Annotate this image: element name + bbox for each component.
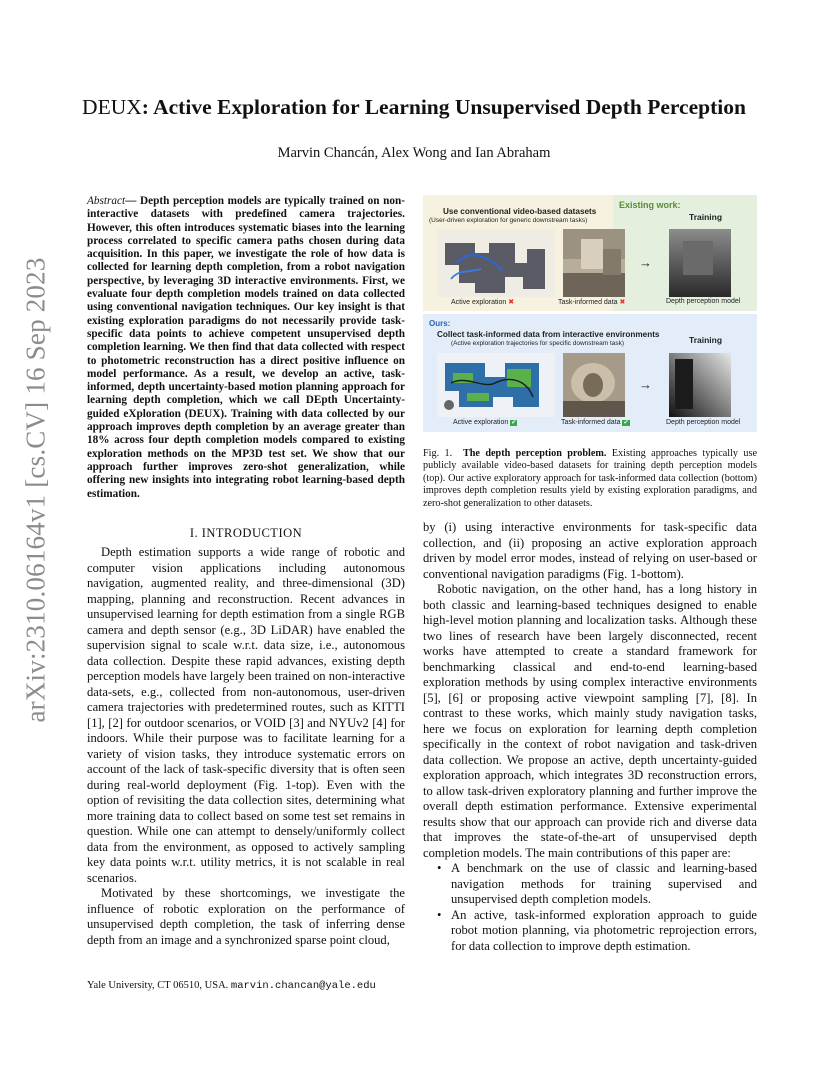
abstract-label: Abstract bbox=[87, 195, 126, 207]
figure-bottom-heading: Collect task-informed data from interactive environments bbox=[437, 330, 660, 339]
label-active-exploration-bottom: Active exploration ✔ bbox=[453, 419, 517, 426]
arxiv-sidebar bbox=[18, 257, 54, 723]
list-item: • An active, task-informed exploration approach to guide robot motion planning, via photometric reprojection errors, for data collection to improve depth estimation. bbox=[423, 908, 757, 955]
label-task-data-bottom: Task-informed data ✔ bbox=[561, 419, 629, 426]
contributions-list bbox=[423, 861, 757, 954]
arrow-icon: → bbox=[639, 377, 652, 392]
left-column bbox=[87, 545, 405, 948]
footnote-email[interactable]: marvin.chancan@yale.edu bbox=[230, 980, 376, 992]
cross-icon: ✖ bbox=[619, 299, 626, 306]
section-heading: I. INTRODUCTION bbox=[189, 526, 303, 540]
cross-icon: ✖ bbox=[508, 299, 515, 306]
authors: Marvin Chancán, Alex Wong and Ian Abraham bbox=[277, 145, 551, 161]
list-item: • A benchmark on the use of classic and learning-based navigation methods for training supervised and unsupervised depth completion models. bbox=[423, 861, 757, 908]
figure-top-sub: (User-driven exploration for generic downstream tasks) bbox=[429, 217, 588, 224]
check-icon: ✔ bbox=[511, 420, 517, 426]
title-prefix: DEUX bbox=[82, 95, 142, 119]
ours-label: Ours: bbox=[429, 319, 451, 328]
paragraph: Robotic navigation, on the other hand, has a long history in both classic and learning-based techniques designed to enable high-level motion planning and localization tasks. Although these two lines of research have been largely disconnected, recent works have attempted to create a standard framework for benchmarking classical and end-to-end learning-based exploration methods by using complex interactive environments [5], [6] or proposing active viewpoint sampling [7], [8]. In contrast to these works, which mainly study navigation tasks, here we focus on exploration for learning depth completion specifically in the context of robot navigation and task-driven data collection. We propose an active, depth uncertainty-guided exploration approach, which integrates 3D reconstruction errors, to allow task-driven exploratory planning and further improve the overall depth estimation performance. Extensive experimental results show that our approach can provide rich and diverse data that improves the state-of-the-art of unsupervised depth completion models. The main contributions of this paper are: bbox=[423, 582, 757, 860]
arrow-icon: → bbox=[639, 255, 652, 270]
figure-bottom-sub: (Active exploration trajectories for specific downstream task) bbox=[451, 340, 625, 347]
paragraph: by (i) using interactive environments for task-specific data collection, and (ii) proposing an active exploration approach driven by model error modes, instead of relying on user-based or conventional navigation paradigms (Fig. 1-bottom). bbox=[423, 520, 757, 581]
right-column bbox=[423, 520, 757, 954]
label-depth-model-bottom: Depth perception model bbox=[666, 419, 741, 426]
paragraph: Depth estimation supports a wide range of robotic and computer vision applications including autonomous navigation, augmented reality, and three-dimensional (3D) mapping, planning and reconstruction. Recent advances in unsupervised learning for depth estimation from a single RGB camera and depth sensor (e.g., 3D LiDAR) have enabled the supervision signal to scale w.r.t. data size, i.e., autonomous data collection. Despite these rapid advances, existing depth perception models have largely been trained on non-interactive data-sets, e.g., collected from non-autonomous, user-driven camera trajectories with predetermined routes, such as KITTI [1], [2] for outdoor scenarios, or VOID [3] and NYUv2 [4] for indoors. While their purpose was to facilitate learning for a variety of vision tasks, they introduce systematic errors on account of the lack of task-specific diversity that is often seen during real-world deployment (Fig. 1-top). Even with the option of revisiting the data collection sites, determining what more training data to collect based on some test set remains in question. While one can attempt to densely/uniformly collect data from the environment, as opposed to actively sampling key data points w.r.t. utility metrics, it is not scalable in real scenarios. bbox=[87, 545, 405, 885]
floorplan-map-top bbox=[437, 229, 555, 297]
arxiv-id: arXiv:2310.06164v1 [cs.CV] 16 Sep 2023 bbox=[20, 257, 51, 723]
abstract bbox=[87, 195, 405, 501]
training-label-top: Training bbox=[689, 212, 723, 222]
figure-caption bbox=[423, 448, 757, 510]
abstract-text: — Depth perception models are typically trained on non-interactive datasets with predefined camera trajectories. However, this often introduces systematic biases into the learning process correlated to specific camera paths chosen during data acquisition. In this paper, we investigate the role of how data is collected for learning depth completion, from a robot navigation perspective, by leveraging 3D interactive environments. First, we evaluate four depth completion models trained on data collected using conventional navigation techniques. Our key insight is that existing exploration paradigms do not necessarily provide task-specific data points to achieve competent unsupervised depth completion learning. We then find that data collected with respect to photometric reconstruction has a direct positive influence on model performance. As a result, we develop an active, task-informed, depth uncertainty-based motion planning approach for learning depth completion, which we call DEpth Uncertainty-guided eXploration (DEUX). Training with data collected by our approach improves depth completion by an average greater than 18% across four depth completion models compared to existing exploration methods on the MP3D test set. We show that our approach further improves zero-shot generalization, while offering new insights into integrating robot learning-based depth estimation. bbox=[87, 195, 405, 500]
label-task-data-top: Task-informed data ✖ bbox=[558, 299, 626, 306]
label-active-exploration-top: Active exploration ✖ bbox=[451, 299, 515, 306]
label-depth-model-top: Depth perception model bbox=[666, 298, 741, 305]
paper-title bbox=[60, 95, 768, 120]
room-photo-top bbox=[563, 229, 625, 297]
footnote bbox=[87, 980, 417, 992]
figure-1 bbox=[423, 195, 757, 432]
depth-map-bottom bbox=[669, 353, 731, 417]
caption-label: Fig. 1. bbox=[423, 448, 453, 459]
caption-text: Existing approaches typically use publicly available video-based datasets for training depth perception models (top). Our active exploratory approach for task-informed data collection (bottom) improves depth completion results yield by existing exploration paradigms, and zero-shot generalization to other datasets. bbox=[423, 448, 758, 509]
room-photo-bottom bbox=[563, 353, 625, 417]
footnote-affiliation: Yale University, CT 06510, USA. bbox=[87, 980, 231, 991]
depth-map-top bbox=[669, 229, 731, 297]
existing-work-label: Existing work: bbox=[619, 200, 681, 210]
floorplan-map-bottom bbox=[437, 353, 555, 417]
training-label-bottom: Training bbox=[689, 335, 723, 345]
title-rest: : Active Exploration for Learning Unsupervised Depth Perception bbox=[141, 95, 746, 119]
caption-bold: The depth perception problem. bbox=[462, 448, 607, 459]
paragraph: Motivated by these shortcomings, we investigate the influence of robotic exploration on the performance of unsupervised depth completion, the task of inferring dense depth from an image and a synchronized sparse point cloud, bbox=[87, 886, 405, 947]
figure-top-heading: Use conventional video-based datasets bbox=[443, 207, 597, 216]
check-icon: ✔ bbox=[623, 420, 629, 426]
